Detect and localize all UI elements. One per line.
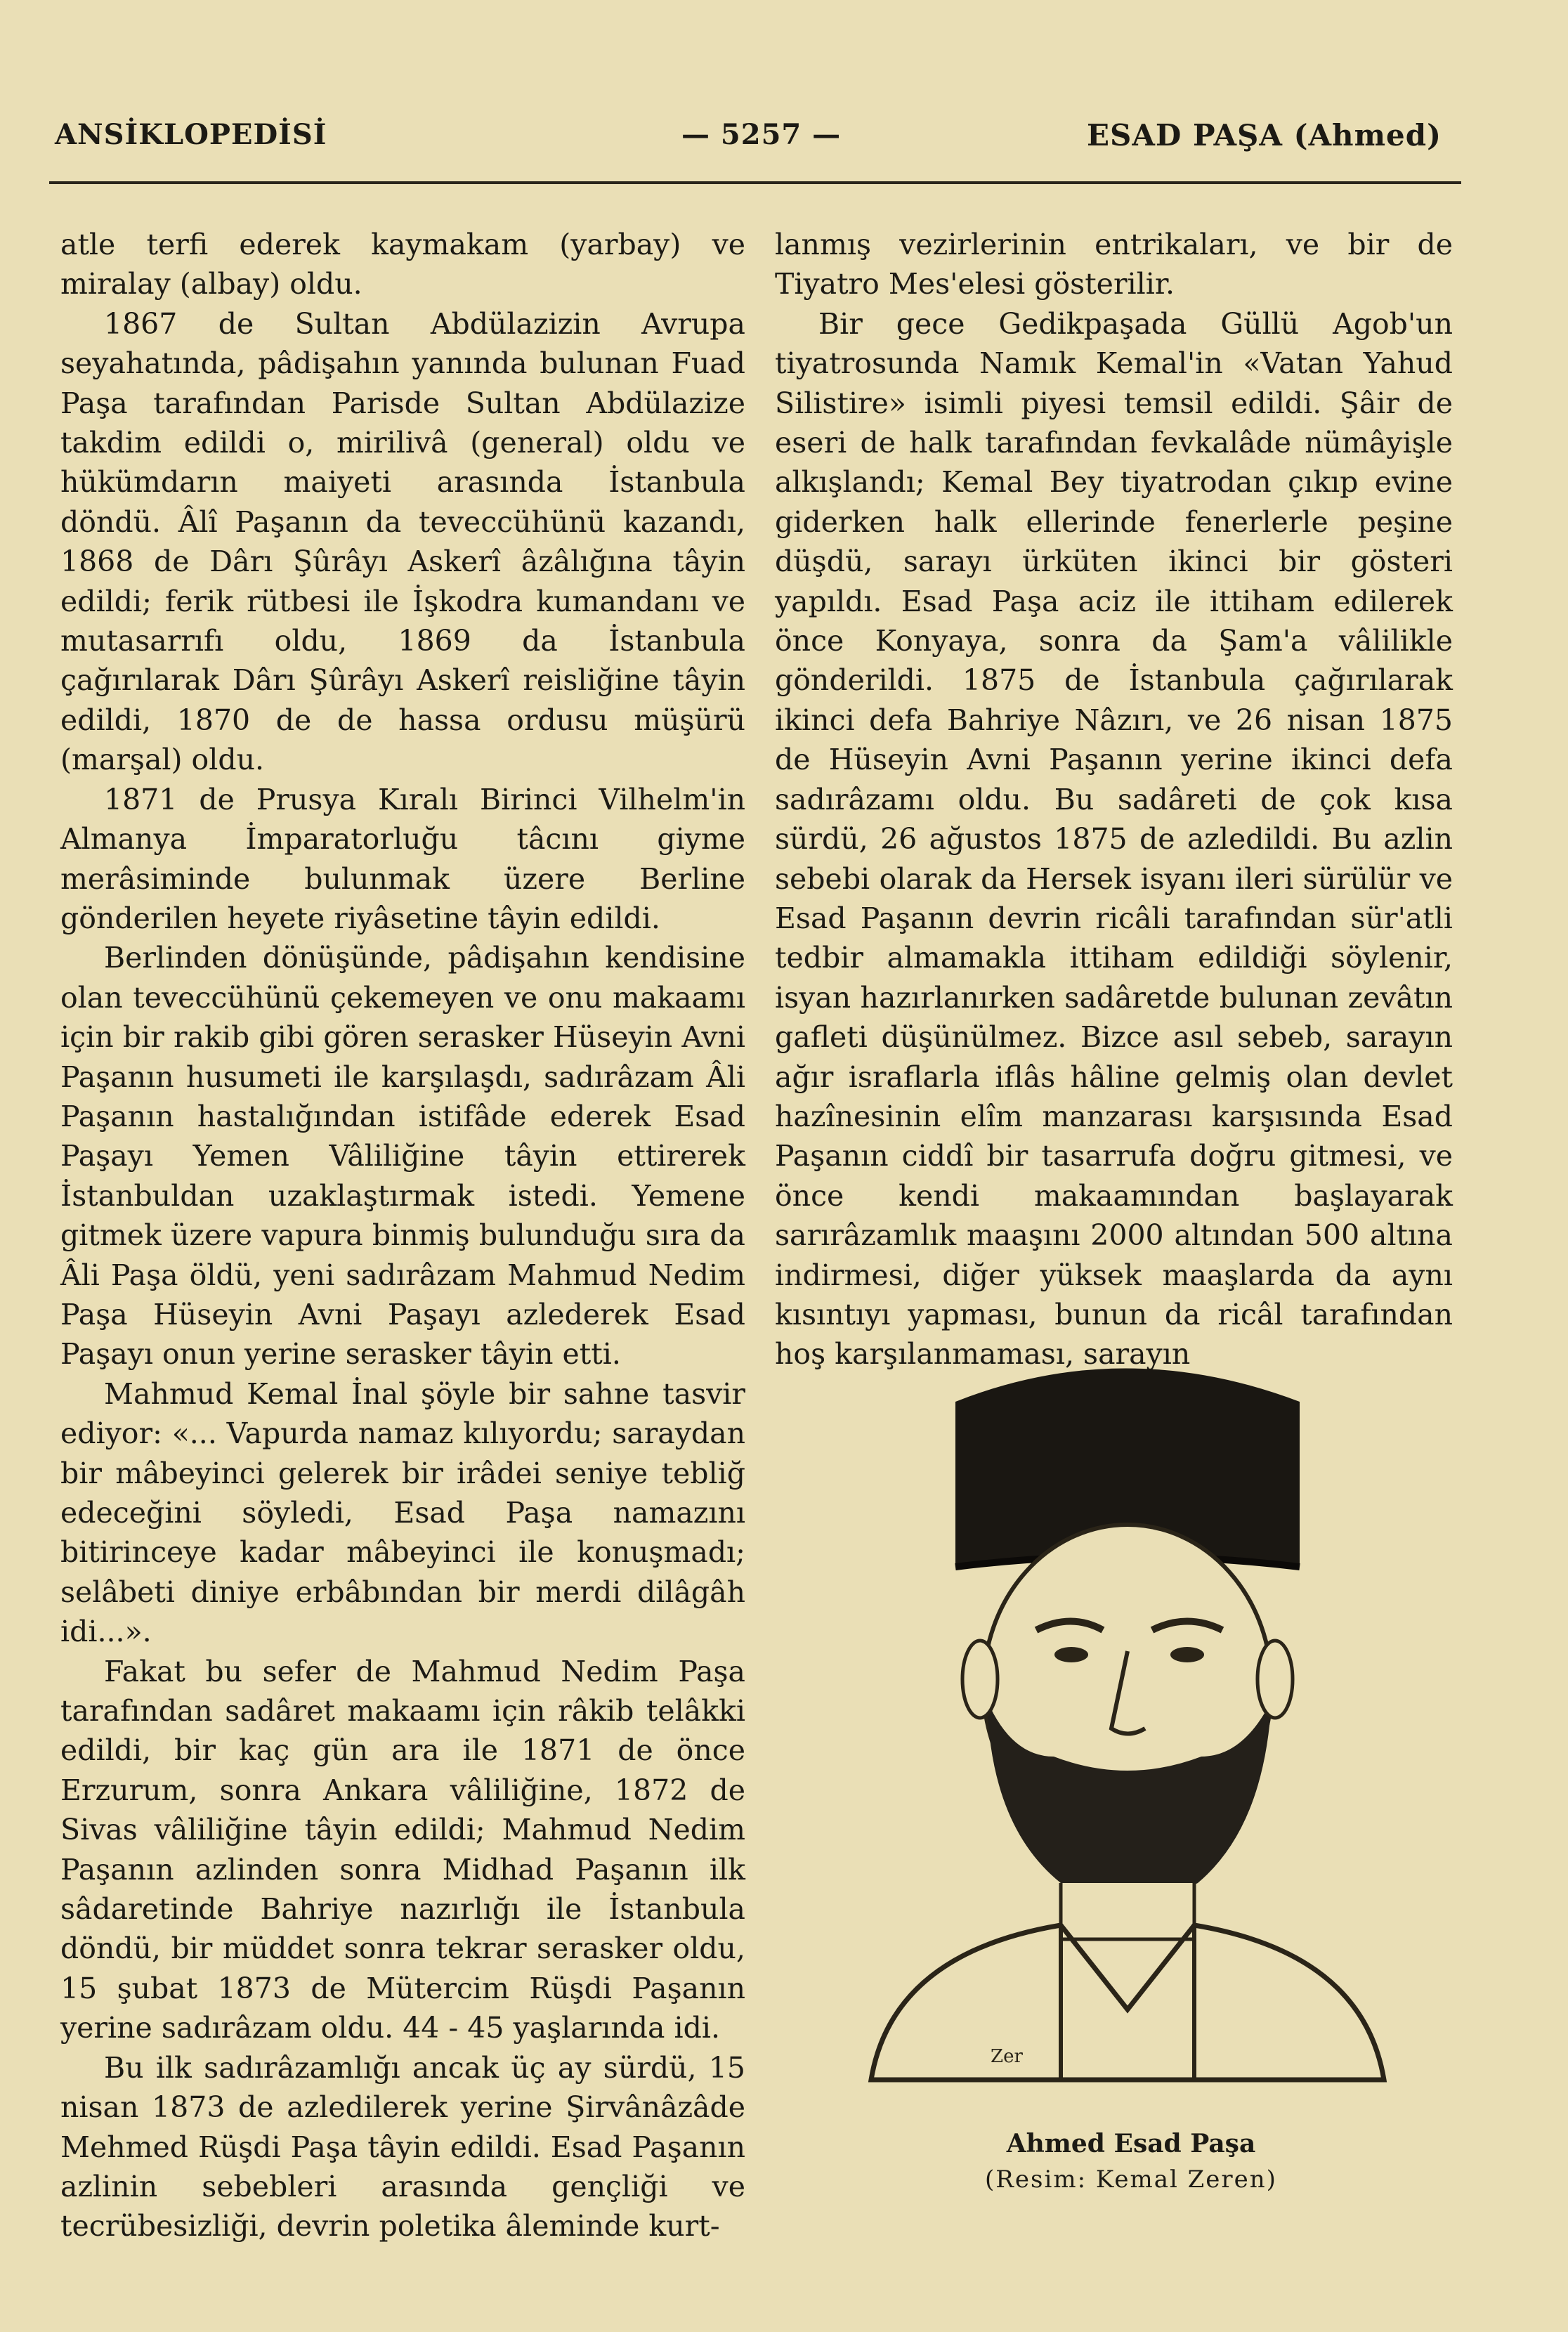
paragraph: Bu ilk sadırâzamlığı ancak üç ay sürdü, 15 nisan 1873 de azledilerek yerine Şirvânâzâde Mehmed Rüşdi Paşa tâyin edildi. Esad Paşanın azlinin sebebleri arasında gençliği ve tecrübesizliği, devrin poletika âleminde kurt- (60, 2050, 745, 2243)
signature: Zer (991, 2046, 1023, 2067)
header-rule (49, 181, 1461, 184)
header-left-title: ANSİKLOPEDİSİ (55, 118, 327, 151)
entry-title: ESAD PAŞA (Ahmed) (1086, 118, 1442, 152)
paragraph: Berlinden dönüşünde, pâdişahın kendisine olan teveccühünü çekemeyen ve onu makaamı için bir rakib gibi gören serasker Hüseyin Avni Paşanın husumeti ile karşılaşdı, sadırâzam Âli Paşanın hastalığından istifâde ederek Esad Paşayı Yemen Vâliliğine tâyin ettirerek İstanbuldan uzaklaştırmak istedi. Yemene gitmek üzere vapura binmiş bulunduğu sıra da Âli Paşa öldü, yeni sadırâzam Mahmud Nedim Paşa Hüseyin Avni Paşayı azlederek Esad Paşayı onun yerine serasker tâyin etti. (60, 941, 745, 1372)
eye (1054, 1647, 1088, 1662)
eye (1170, 1647, 1204, 1662)
coat (871, 1925, 1384, 2080)
paragraph: 1871 de Prusya Kıralı Birinci Vilhelm'in Almanya İmparatorluğu tâcını giyme merâsiminde bulunmak üzere Berline gönderilen heyete riyâsetine tâyin edildi. (60, 782, 745, 935)
page-number: — 5257 — (681, 118, 842, 151)
paragraph: atle terfi ederek kaymakam (yarbay) ve miralay (albay) oldu. (60, 228, 745, 301)
portrait-illustration (850, 1335, 1405, 2087)
paragraph: Bir gece Gedikpaşada Güllü Agob'un tiyatrosunda Namık Kemal'in «Vatan Yahud Silistire» isimli piyesi temsil edildi. Şâir de eseri de halk tarafından fevkalâde nümâyişle alkışlandı; Kemal Bey tiyatrodan çıkıp evine giderken halk ellerinde fenerlerle peşine düşdü, sarayı ürküten ikinci bir gösteri yapıldı. Esad Paşa aciz ile ittiham edilerek önce Konyaya, sonra da Şam'a vâlilikle gönderildi. 1875 de İstanbula çağırılarak ikinci defa Bahriye Nâzırı, ve 26 nisan 1875 de Hüseyin Avni Paşanın yerine ikinci defa sadırâzamı oldu. Bu sadâreti de çok kısa sürdü, 26 ağustos 1875 de azledildi. Bu azlin sebebi olarak da Hersek isyanı ileri sürülür ve Esad Paşanın devrin ricâli tarafından sür'atli tedbir almamakla ittiham edildiği söylenir, isyan hazırlanırken sadâretde bulunan zevâtın gafleti düşünülmez. Bizce asıl sebeb, sarayın ağır israflarla iflâs hâline gelmiş olan devlet hazînesinin elîm manzarası karşısında Esad Paşanın ciddî bir tasarrufa doğru gitmesi, ve önce kendi makaamından başlayarak sarırâzamlık maaşını 2000 altından 500 altına indirmesi, diğer yüksek maaşlarda da aynı kısıntıyı yapması, bunun da ricâl tarafından hoş karşılanmaması, sarayın (775, 306, 1453, 1372)
paragraph: 1867 de Sultan Abdülazizin Avrupa seyahatında, pâdişahın yanında bulunan Fuad Paşa tarafından Parisde Sultan Abdülazize takdim edildi o, mirilivâ (general) oldu ve hükümdarın maiyeti arasında İstanbula döndü. Âlî Paşanın da teveccühünü kazandı, 1868 de Dârı Şûrâyı Askerî âzâlığına tâyin edildi; ferik rütbesi ile İşkodra kumandanı ve mutasarrıfı oldu, 1869 da İstanbula çağırılarak Dârı Şûrâyı Askerî reisliğine tâyin edildi, 1870 de de hassa ordusu müşürü (marşal) oldu. (60, 306, 745, 777)
paragraph: lanmış vezirlerinin entrikaları, ve bir de Tiyatro Mes'elesi gösterilir. (775, 228, 1453, 301)
figure-credit: (Resim: Kemal Zeren) (985, 2165, 1277, 2194)
paragraph: Fakat bu sefer de Mahmud Nedim Paşa tarafından sadâret makaamı için râkib telâkki edildi, bir kaç gün ara ile 1871 de önce Erzurum, sonra Ankara vâliliğine, 1872 de Sivas vâliliğine tâyin edildi; Mahmud Nedim Paşanın azlinden sonra Midhad Paşanın ilk sâdaretinde Bahriye nazırlığı ile İstanbula döndü, bir müddet sonra tekrar serasker oldu, 15 şubat 1873 de Mütercim Rüşdi Paşanın yerine sadırâzam oldu. 44 - 45 yaşlarında idi. (60, 1654, 745, 2045)
right-column (775, 225, 1453, 1374)
left-column (60, 225, 745, 2246)
paragraph: Mahmud Kemal İnal şöyle bir sahne tasvir ediyor: «... Vapurda namaz kılıyordu; saraydan bir mâbeyinci gelerek bir irâdei seniye tebliğ edeceğini söyledi, Esad Paşa namazını bitirinceye kadar mâbeyinci ile konuşmadı; selâbeti diniye erbâbından bir merdi dilâgâh idi...». (60, 1376, 745, 1649)
figure-caption: Ahmed Esad Paşa (1006, 2129, 1256, 2158)
